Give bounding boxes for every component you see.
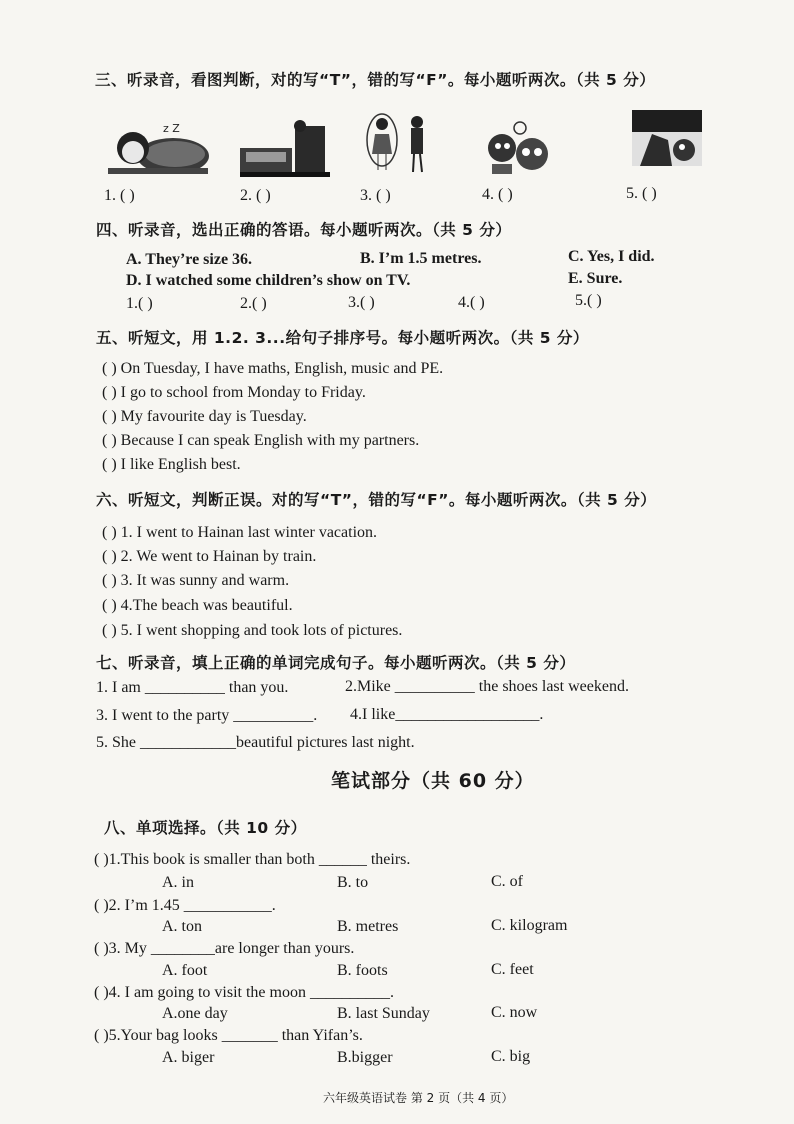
sec8-q3-option-b[interactable]: B. foots: [337, 962, 388, 979]
sec4-answer-3[interactable]: 3.( ): [348, 294, 375, 311]
sec5-item-5[interactable]: ( ) I like English best.: [102, 456, 241, 473]
sec8-q3-stem[interactable]: ( )3. My ________are longer than yours.: [94, 940, 355, 957]
sec8-q2-option-c[interactable]: C. kilogram: [491, 917, 568, 934]
svg-text:z Z: z Z: [163, 122, 180, 135]
sec8-q3-option-c[interactable]: C. feet: [491, 961, 534, 978]
sec4-answer-1[interactable]: 1.( ): [126, 295, 153, 312]
sec3-answer-5[interactable]: 5. ( ): [626, 185, 657, 202]
sec8-q4-option-b[interactable]: B. last Sunday: [337, 1005, 430, 1022]
section8-heading: 八、单项选择。（共 10 分）: [104, 819, 307, 837]
sec4-option-d: D. I watched some children’s show on TV.: [126, 272, 411, 289]
written-part-title: 笔试部分（共 60 分）: [331, 770, 535, 792]
sec7-line-3[interactable]: 3. I went to the party __________.: [96, 707, 318, 724]
section5-heading: 五、听短文，用 1.2. 3...给句子排序号。每小题听两次。（共 5 分）: [96, 329, 589, 347]
sec5-item-4[interactable]: ( ) Because I can speak English with my partners.: [102, 432, 420, 449]
sec4-option-c: C. Yes, I did.: [568, 248, 655, 265]
sec4-option-a: A. They’re size 36.: [126, 251, 253, 268]
sec6-item-3[interactable]: ( ) 3. It was sunny and warm.: [102, 572, 290, 589]
sec8-q5-option-c[interactable]: C. big: [491, 1048, 531, 1065]
sec3-answer-3[interactable]: 3. ( ): [360, 187, 391, 204]
sec6-item-2[interactable]: ( ) 2. We went to Hainan by train.: [102, 548, 317, 565]
sec8-q1-option-b[interactable]: B. to: [337, 874, 369, 891]
sec4-answer-2[interactable]: 2.( ): [240, 295, 267, 312]
sec5-item-2[interactable]: ( ) I go to school from Monday to Friday.: [102, 384, 366, 401]
sec8-q5-option-a[interactable]: A. biger: [162, 1049, 215, 1066]
sec8-q5-stem[interactable]: ( )5.Your bag looks _______ than Yifan’s.: [94, 1027, 363, 1044]
dancing-girls-picture: [365, 112, 435, 178]
sec6-item-5[interactable]: ( ) 5. I went shopping and took lots of pictures.: [102, 622, 403, 639]
sec8-q5-option-b[interactable]: B.bigger: [337, 1049, 393, 1066]
sec8-q1-option-c[interactable]: C. of: [491, 873, 523, 890]
sec3-answer-1[interactable]: 1. ( ): [104, 187, 135, 204]
sec4-answer-4[interactable]: 4.( ): [458, 294, 485, 311]
section7-heading: 七、听录音，填上正确的单词完成句子。每小题听两次。（共 5 分）: [96, 654, 576, 672]
sec8-q2-stem[interactable]: ( )2. I’m 1.45 ___________.: [94, 897, 276, 914]
sec8-q4-option-a[interactable]: A.one day: [162, 1005, 228, 1022]
sec8-q4-stem[interactable]: ( )4. I am going to visit the moon __________.: [94, 984, 394, 1001]
sec6-item-1[interactable]: ( ) 1. I went to Hainan last winter vacation.: [102, 524, 378, 541]
sec8-q2-option-b[interactable]: B. metres: [337, 918, 399, 935]
sec8-q3-option-a[interactable]: A. foot: [162, 962, 208, 979]
section6-heading: 六、听短文，判断正误。对的写“T”，错的写“F”。每小题听两次。（共 5 分）: [96, 491, 657, 509]
sec6-item-4[interactable]: ( ) 4.The beach was beautiful.: [102, 597, 293, 614]
sec4-answer-5[interactable]: 5.( ): [575, 292, 602, 309]
sec8-q1-option-a[interactable]: A. in: [162, 874, 194, 891]
cooking-woman-picture: [240, 118, 330, 178]
sec7-line-1[interactable]: 1. I am __________ than you.: [96, 679, 289, 696]
sec4-option-e: E. Sure.: [568, 270, 623, 287]
sec7-line-5[interactable]: 5. She ____________beautiful pictures last night.: [96, 734, 415, 751]
sec8-q1-stem[interactable]: ( )1.This book is smaller than both ______ theirs.: [94, 851, 411, 868]
sec8-q4-option-c[interactable]: C. now: [491, 1004, 538, 1021]
sec5-item-1[interactable]: ( ) On Tuesday, I have maths, English, music and PE.: [102, 360, 444, 377]
section3-heading: 三、听录音，看图判断，对的写“T”，错的写“F”。每小题听两次。（共 5 分）: [95, 71, 656, 89]
sec7-line-4[interactable]: 4.I like__________________.: [350, 706, 544, 723]
sec8-q2-option-a[interactable]: A. ton: [162, 918, 202, 935]
sec5-item-3[interactable]: ( ) My favourite day is Tuesday.: [102, 408, 307, 425]
playing-animals-picture: [482, 120, 552, 178]
sleeping-child-picture: [103, 118, 213, 178]
sec3-answer-4[interactable]: 4. ( ): [482, 186, 513, 203]
sec3-answer-2[interactable]: 2. ( ): [240, 187, 271, 204]
section4-heading: 四、听录音，选出正确的答语。每小题听两次。（共 5 分）: [96, 221, 512, 239]
sec7-line-2[interactable]: 2.Mike __________ the shoes last weekend.: [345, 678, 629, 695]
page-footer: 六年级英语试卷 第 2 页（共 4 页）: [323, 1091, 514, 1105]
sec4-option-b: B. I’m 1.5 metres.: [360, 250, 482, 267]
dog-picture: [632, 110, 702, 170]
